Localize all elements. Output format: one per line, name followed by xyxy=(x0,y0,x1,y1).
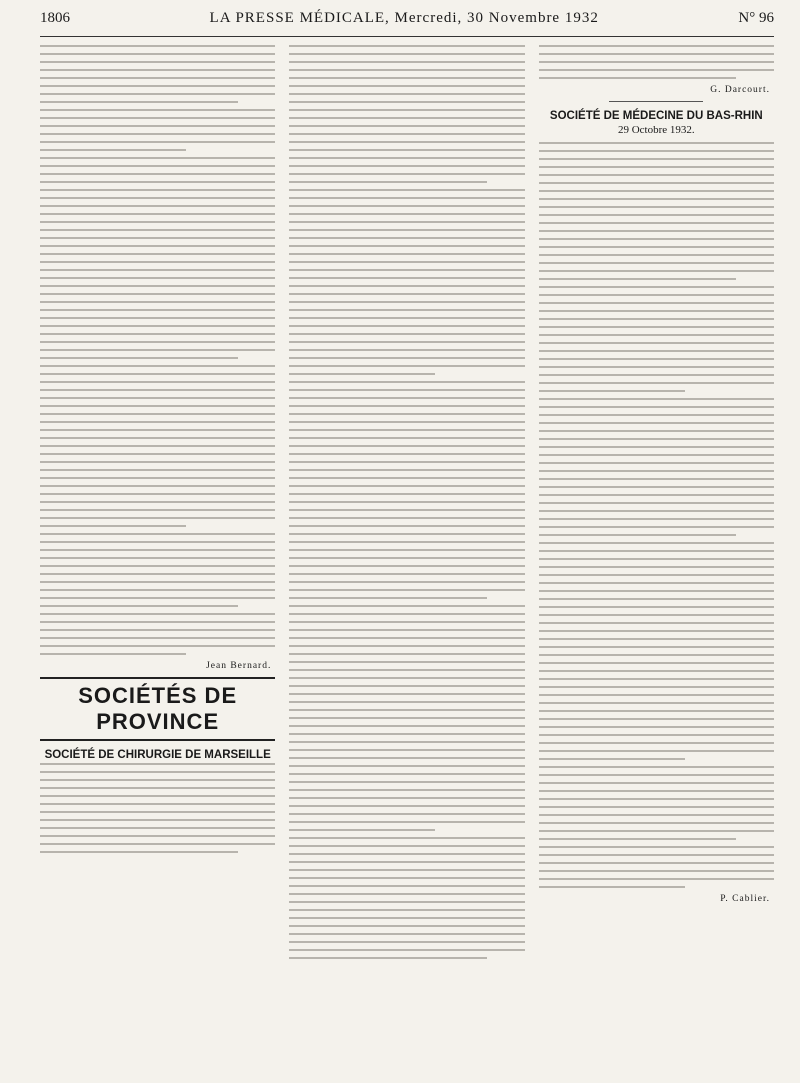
page-header xyxy=(40,10,774,37)
columns xyxy=(40,43,774,1083)
separator xyxy=(609,101,703,102)
author-signature: P. Cablier. xyxy=(720,894,770,904)
journal-title: LA PRESSE MÉDICALE, Mercredi, 30 Novembre 1932 xyxy=(209,10,599,26)
text-block xyxy=(289,45,524,959)
author-signature: Jean Bernard. xyxy=(206,661,272,671)
text-block xyxy=(40,45,275,655)
society-heading: SOCIÉTÉ DE MÉDECINE DU BAS-RHIN xyxy=(549,110,763,122)
page-number: 1806 xyxy=(40,10,70,26)
issue-number: N° 96 xyxy=(738,10,774,26)
text-block xyxy=(539,45,774,79)
column-left xyxy=(40,43,275,1083)
text-block xyxy=(40,763,275,853)
text-block xyxy=(539,142,774,888)
column-right xyxy=(539,43,774,1083)
column-middle xyxy=(289,43,524,1083)
society-heading: SOCIÉTÉ DE CHIRURGIE DE MARSEILLE xyxy=(44,749,271,761)
author-signature: G. Darcourt. xyxy=(710,85,770,95)
section-title: SOCIÉTÉS DE PROVINCE xyxy=(40,677,275,741)
session-date: 29 Octobre 1932. xyxy=(617,124,695,136)
